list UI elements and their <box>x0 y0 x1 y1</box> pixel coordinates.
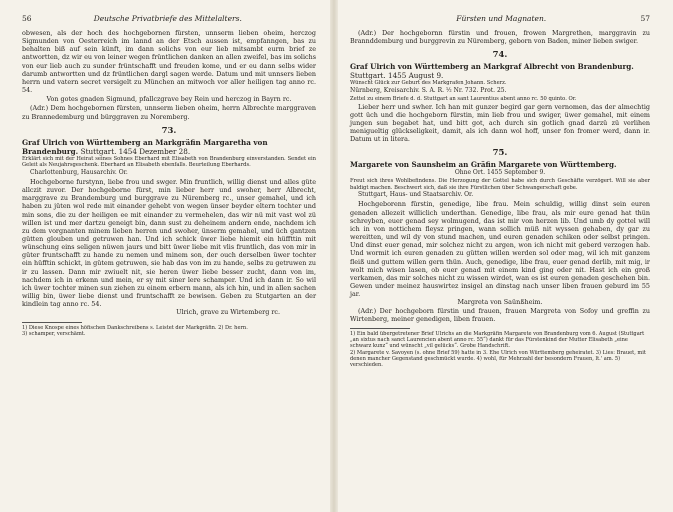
letter-74-title: Graf Ulrich von Württemberg an Markgraf Albrecht von Brandenburg. <box>350 62 634 72</box>
letter-75-heading: Margarete von Saunsheim an Gräfin Margarete von Württemberg. <box>350 160 617 170</box>
right-running-header <box>350 14 650 23</box>
left-running-title: Deutsche Privatbriefe des Mittelalters. <box>93 14 242 23</box>
right-running-title: Fürsten und Magnaten. <box>456 14 547 23</box>
letter-73-title: Graf Ulrich von Württemberg an Markgräfin Margaretha von Brandenburg. <box>22 137 268 156</box>
right-page-number: 57 <box>640 14 650 23</box>
letter-75-source: Stuttgart, Haus- und Staatsarchiv. Or. <box>358 191 474 199</box>
letter-74-body: Lieber herr und swher. Ich han mit gunzer begird gar gern vernomen, das der almechtig gott üch und die hochgeborn fürstin, min lieb frou und swiger, üwer gemahel, mit einem jungen sun begabet hat, und bitt got, ach durch sin gotlich gnad darzü zü verlihen menigueltig glückseligkeit, damit, als ich dann wol hoff, unser fon fromer werd, dann ir. Datum ut in litera. <box>350 102 650 144</box>
letter-number-74: 74. <box>492 50 508 61</box>
letter-74-source: Nürnberg, Kreisarchiv. S. A. R. ½ Nr. 732. Prot. 25. <box>350 86 507 94</box>
letter-number-73: 73. <box>161 125 177 136</box>
left-footnote-rule <box>22 322 82 323</box>
right-footnote-1: 1) Ein bald übergetretener Brief Ulrichs an die Markgräfin Margarete von Brandenburg vom 6. August (Stuttgart „an sixtus nach sanct Laurencien abent anno rc. 55“) dankt für das Fürstenkind der Mutter Elisabeth „eine schwarz kunz“ und wünscht „vil gelücks“. Grobe Handschrift. <box>350 330 645 350</box>
letter-73-source: Charlottenburg, Hausarchiv. Or. <box>30 168 128 176</box>
letter-number-75: 75. <box>492 148 508 159</box>
letter-75-date: Ohne Ort. 1455 September 9. <box>454 169 546 177</box>
letter-74-note: Zettel zu einem Briefe d. d. Stuttgart an sant Laurentius abent anno rc. 50 quinto. Or. <box>350 95 577 102</box>
left-footnote-1: 1) Diese Knospe eines höfischen Dankschreibens s. Leistet der Markgräfin. 2) Dr. hern. <box>22 324 248 331</box>
letter-75-signature: Margreta von Saünßheim. <box>457 298 543 307</box>
letter-73-heading <box>22 138 316 156</box>
book-gutter <box>330 0 338 512</box>
letter-73-signature: Ulrich, grave zu Wirtemberg rc. <box>176 308 280 317</box>
letter-74-heading <box>350 62 650 80</box>
letter-73-body: Hochgeborne furstynn, liebe frou und swger. Min fruntlich, willig dienst und alles güte allczit zuvor. Der hochgeborne fürst, min lieber herr und swoher, herr Albrecht, marggrave zu Brandemburg und burggrave zu Nüremberg rc., unser gemahel, und ich haben zu jüten wol rede mit einander gehebt von wegen ünser beyder eltern tochter und min sons, die zu der heiligen ee mit einander zu vermehelen, das wir nü mit vast wol zü willen ist und mer dartzu geneigt bin, dann sust zu deheinem andern ende, nachdem ich zu dem vorgnanten minem lieben herren und swoher, ünserm gemahel, und üch gantzen gütten glouben und getruwen han. Und ich schick üwer liebe hiemit ein hüffttin mit wünschung eins seligen nüwen jaurs und bitt üwer liebe mit vlis fruntlich, das von mir in güter fruntschafft zu hande zu nemen und minem son, der ouch derselben üwer tochter ein hüfftin schickt, in gütem getruwen, sie hab das von im zu hande, selbs zu getruwen zu ir zu lassen. Dann mir zwiuelt nit, sie heren üwer liebe besser zucht, dann von im, nachdem ich in erkenn und mein, er sy mit siner lere schamper. Und ich dann ir. So wil ich üwer tochter minen sun ziehen zu einem erbern mann, als ich hin, und in allen sachen willig bin, üwer liebe dienst und fruntschafft ze bewisen. Geben zu Stutgarten an der kindlein tag anno rc. 54. <box>22 177 316 309</box>
left-page-number: 56 <box>22 14 32 23</box>
left-page <box>0 0 326 512</box>
right-address-73: (Adr.) Der hochgebornn fürstin und frouen, frowen Margrethen, marggravin zu Brannddemburg und burggrevin zu Nüremberg, geborn von Baden, miner lieben swiger. <box>350 29 650 46</box>
left-letter-continuation: obwesen, als der hoch des hochgebornen fürsten, unnserm lieben oheim, herczog Sigmunden von Oesterreich im lannd an der Etsch aussen ist, empfanngen, bas zu behalten biß auf sein künft, im dann solichs von eur lieb mitsambt eurm brief ze antwortten, dz wir eu von leiner wegen früntlichen danken an allen zweifel, bas im solichs von eur lieb auch zu sunder früntschafft und freuden kome, und er eu dann selbs wider darumb antwortten und dz früntlichen dargl sagen werde. Datum und mit unnsers lieben herrn und vatern secret versigelt zu München an mitwoch vor aller heiligen tag anno rc. 54. <box>22 29 316 95</box>
left-running-header <box>22 14 316 23</box>
right-footnote-rule <box>350 328 410 329</box>
letter-73-summary: Erklärt sich mit der Heirat seines Sohnes Eberhard mit Elisabeth von Brandenburg einverstanden. Sendet ein Geleit als Neujahrsgeschenk. Eberhard an Elisabeth ebenfalls. Beurteilung Eberhards. <box>22 155 316 169</box>
letter-75-body: Hochgeborenn fürstin, genedige, libe frau. Mein schuldig, willig dinst sein euren genaden allezeit williclich underthan. Genedige, libe frau, als mir eure genad hat thün schreyben, euer genad sey wolmugend, das ist mir von herzen lib. Und umb dy gottel will ich in von nottichem fleysz pringen, wann sollich müß nit wyssen gehaben, dy gar zu wereitten, und wil dy von stund machen, und euren genaden schiken oder selbst pringen. Und dinst euer genad, mir solchez nicht zu argen, won ich nicht mit geberd verzogen hab. Und wormit ich euren genaden zu gütten willen werden sol oder mag, wil ich mit ganzem fleiß und guttem willen gern thün. Auch, genedige, libe frau, euer genad derlib, mit mig, ir wolt mich wisen lasen, ob euer genad mit einem kind ging oder nit. Hast ich ein groß verkamen, das mir solches nicht zu wissen wirdet, wan es ist euren genaden geschehen bin. Gewen under meinez hauswirtez insigel an dinstag nach unser liben frauen geburd im 55 jar. <box>350 200 650 299</box>
letter-75-summary: Freut sich ihres Wohlbefindens. Die Herzogung der Gottel habe sich durch Geschäfte verzögert. Will sie aber baldigt machen. Beschwert sich, daß sie ihre Fürstlichen über Schwangerschaft gebe. <box>350 178 650 191</box>
letter-75-address: (Adr.) Der hochgeborn fürstin und frauen, frauen Margreta von Sofoy und greffin zu Wirtenberg, meiner genedigen, liben frauen. <box>350 306 650 323</box>
right-page <box>338 0 664 512</box>
letter-74-summary: Wünscht Glück zur Geburt des Markgrafen Johann. Scherz. <box>350 80 507 87</box>
letter-74-date: Stuttgart. 1455 August 9. <box>350 71 444 81</box>
left-footnote-2: 3) schamper, verschämt. <box>22 330 86 337</box>
left-address-72: (Adr.) Dem hochgebornen fürsten, unnserm lieben oheim, herrn Albrechte marggraven zu Brannedemburg und bürggraven zu Noremberg. <box>22 104 316 121</box>
right-footnote-2: 2) Margarete v. Savoyen (s. ohne Brief 59) hatte in 3. Ehe Ulrich von Württemberg geheiratet. 3) Lies: Brauet, mit denen mancher Gegenstand geschmückt wurde. 4) wohl, für Mehrzahl der besondern Frauen, lt.' am. 5) verschieden. <box>350 349 646 369</box>
letter-73-date: Stuttgart. 1454 Dezember 28. <box>80 146 191 156</box>
left-signature-sigmund: Von gotes gnaden Sigmund, pfallczgrave bey Rein und herczog in Bayrn rc. <box>46 95 292 104</box>
